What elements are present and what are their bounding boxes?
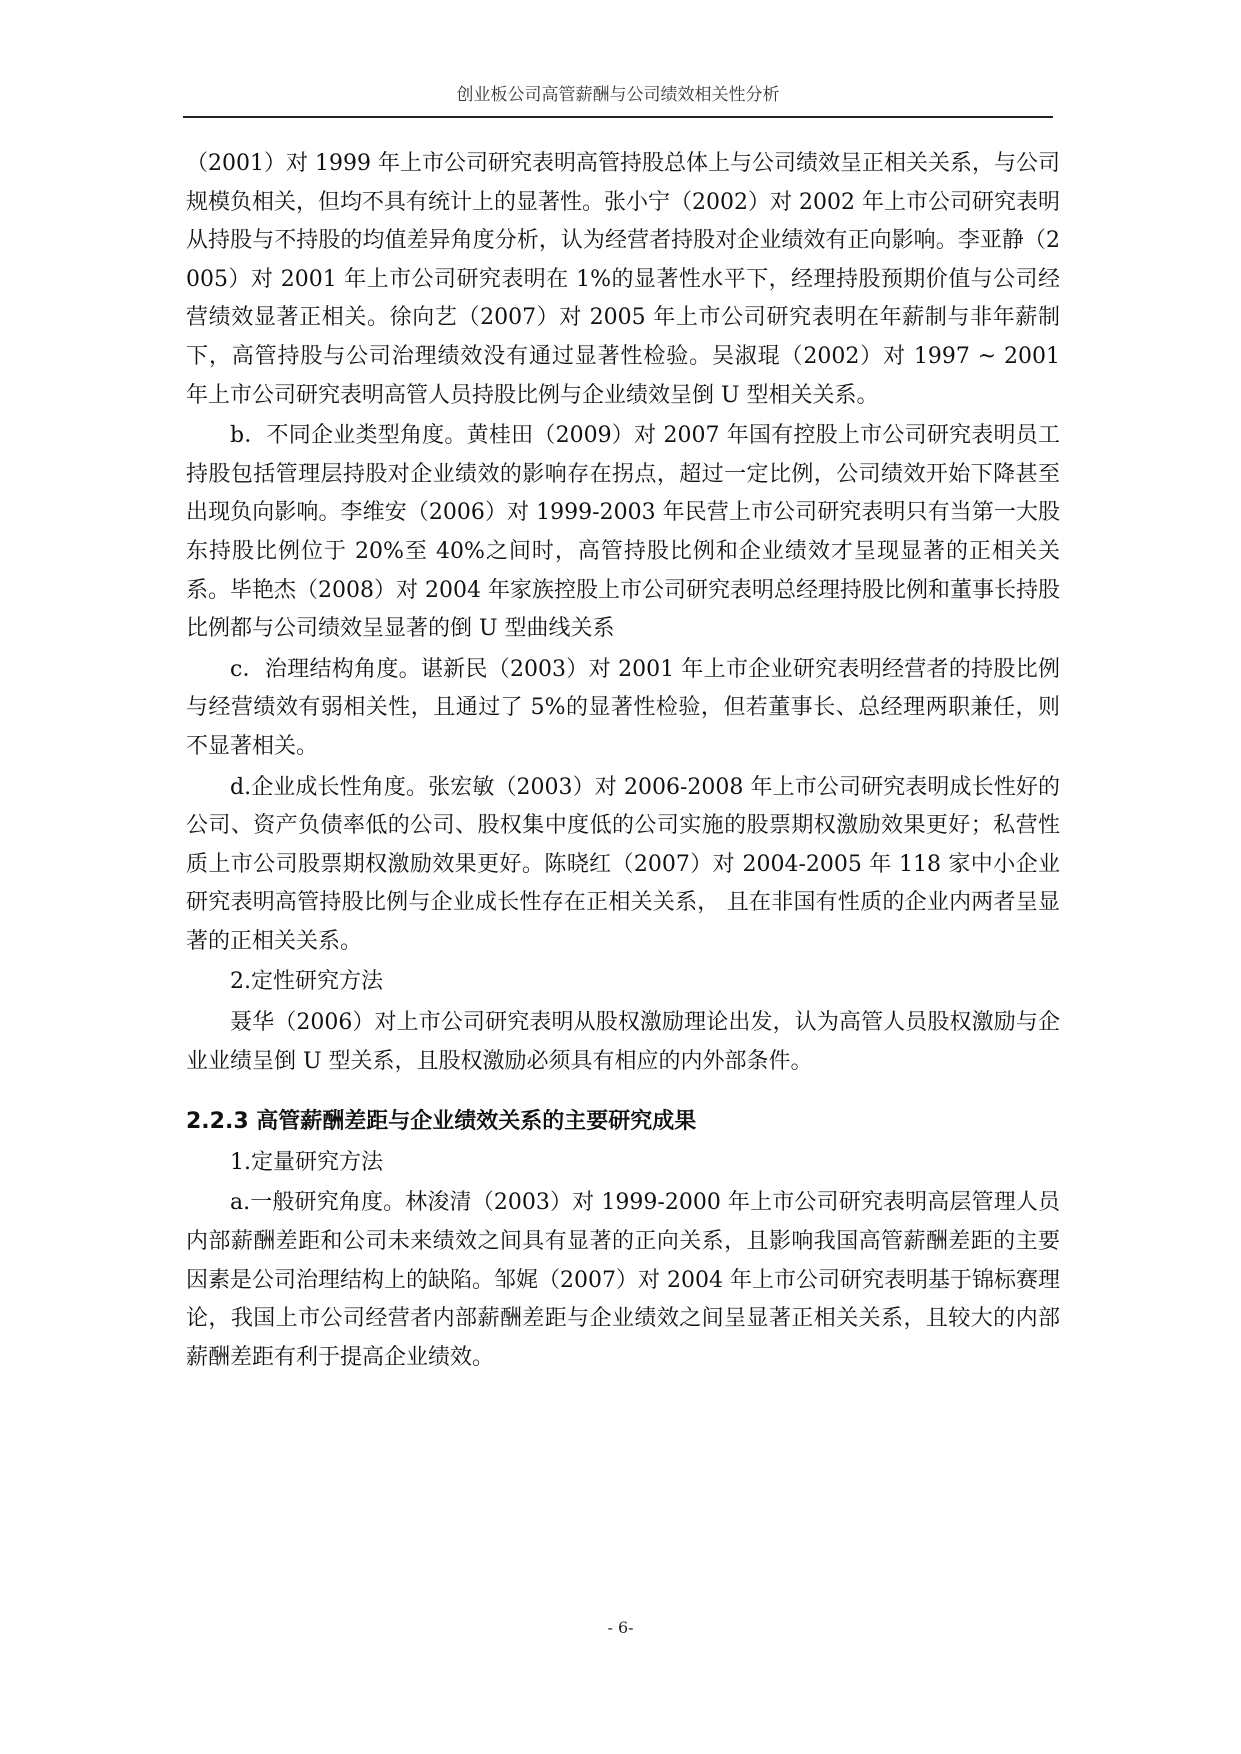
paragraph-b-enterprise-type: b．不同企业类型角度。黄桂田（2009）对 2007 年国有控股上市公司研究表明员工持股包括管理层持股对企业绩效的影响存在拐点，超过一定比例，公司绩效开始下降甚至出现负向影响。李维安（2006）对 1999-2003 年民营上市公司研究表明只有当第一大股东持股比例位于 20%至 40%之间时，高管持股比例和企业绩效才呈现显著的正相关关系。毕艳杰（2008）对 2004 年家族控股上市公司研究表明总经理持股比例和董事长持股比例都与公司绩效呈显著的倒 U 型曲线关系 — [186, 423, 1060, 642]
paragraph-d-growth: d.企业成长性角度。张宏敏（2003）对 2006-2008 年上市公司研究表明成长性好的公司、资产负债率低的公司、股权集中度低的公司实施的股票期权激励效果更好；私营性质上市公司股票期权激励效果更好。陈晓红（2007）对 2004-2005 年 118 家中小企业研究表明高管持股比例与企业成长性存在正相关关系， 且在非国有性质的企业内两者呈显著的正相关关系。 — [186, 774, 1060, 954]
paragraph-c-governance-structure: c．治理结构角度。谌新民（2003）对 2001 年上市企业研究表明经营者的持股比例与经营绩效有弱相关性，且通过了 5%的显著性检验，但若董事长、总经理两职兼任，则不显著相关。 — [186, 656, 1060, 759]
paragraph-qualitative-method-title: 2.定性研究方法 — [230, 969, 383, 995]
document-body — [186, 145, 1060, 1379]
section-heading: 2.2.3 高管薪酬差距与企业绩效关系的主要研究成果 — [186, 1109, 697, 1135]
paragraph-continuation: （2001）对 1999 年上市公司研究表明高管持股总体上与公司绩效呈正相关关系，与公司规模负相关，但均不具有统计上的显著性。张小宁（2002）对 2002 年上市公司研究表明从持股与不持股的均值差异角度分析，认为经营者持股对企业绩效有正向影响。李亚静（2005）对 2001 年上市公司研究表明在 1%的显著性水平下，经理持股预期价值与公司经营绩效显著正相关。徐向艺（2007）对 2005 年上市公司研究表明在年薪制与非年薪制下，高管持股与公司治理绩效没有通过显著性检验。吴淑琨（2002）对 1997 ~ 2001 年上市公司研究表明高管人员持股比例与企业绩效呈倒 U 型相关关系。 — [186, 151, 1060, 408]
paragraph-nie-hua: 聂华（2006）对上市公司研究表明从股权激励理论出发，认为高管人员股权激励与企业业绩呈倒 U 型关系，且股权激励必须具有相应的内外部条件。 — [186, 1010, 1060, 1074]
paragraph-quantitative-method-title: 1.定量研究方法 — [230, 1149, 383, 1175]
paragraph-a-general: a.一般研究角度。林浚清（2003）对 1999-2000 年上市公司研究表明高层管理人员内部薪酬差距和公司未来绩效之间具有显著的正向关系，且影响我国高管薪酬差距的主要因素是公司治理结构上的缺陷。邹娓（2007）对 2004 年上市公司研究表明基于锦标赛理论，我国上市公司经营者内部薪酬差距与企业绩效之间呈显著正相关关系，且较大的内部薪酬差距有利于提高企业绩效。 — [186, 1190, 1060, 1370]
page-number: - 6- — [607, 1618, 634, 1637]
header-title: 创业板公司高管薪酬与公司绩效相关性分析 — [456, 85, 780, 105]
page-header — [183, 84, 1053, 118]
